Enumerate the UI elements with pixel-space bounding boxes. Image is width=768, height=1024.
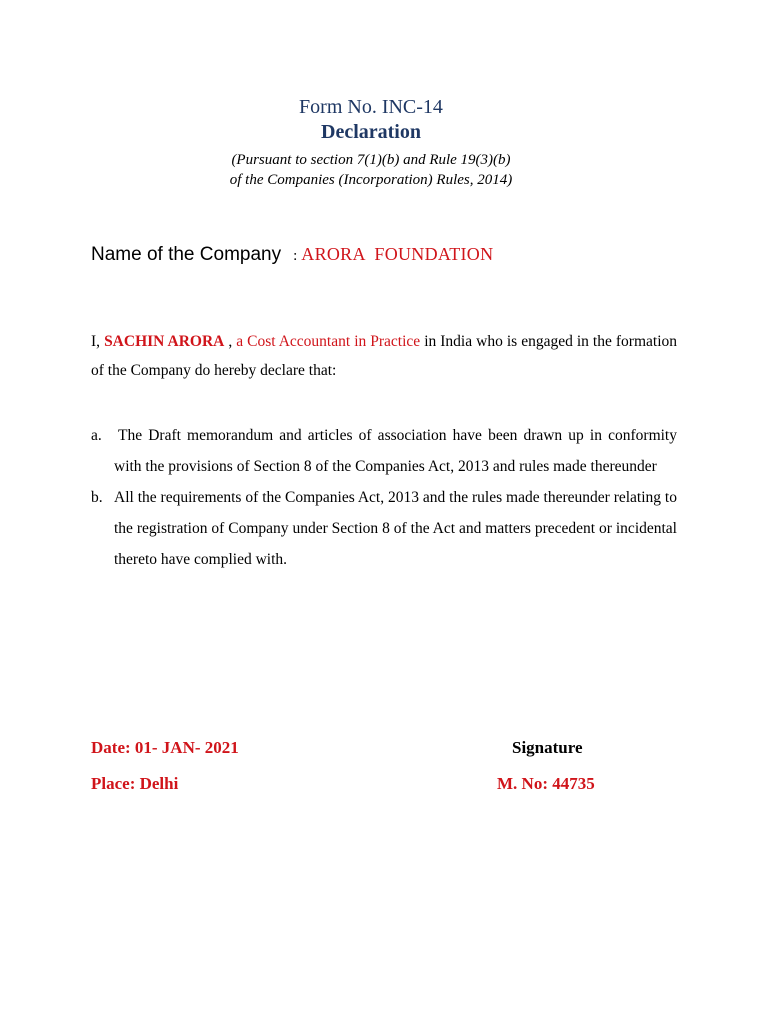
declaration-place: Place: Delhi	[91, 774, 179, 793]
pursuant-line-2: of the Companies (Incorporation) Rules, 2014)	[229, 172, 513, 188]
list-marker: b.	[91, 489, 103, 506]
signature-label: Signature	[512, 738, 583, 757]
form-heading: Declaration	[321, 121, 421, 143]
declaration-item	[91, 482, 677, 575]
list-marker: a.	[91, 427, 102, 444]
declarant-statement	[91, 327, 677, 385]
declarant-name: SACHIN ARORA	[104, 333, 225, 350]
pursuant-line-1: (Pursuant to section 7(1)(b) and Rule 19(3)(b)	[231, 152, 511, 168]
declaration-text: The Draft memorandum and articles of association have been drawn up in conformity with the provisions of Section 8 of the Companies Act, 2013 and rules made thereunder	[114, 427, 677, 475]
intro-prefix: I,	[91, 333, 105, 350]
intro-separator: ,	[224, 333, 237, 350]
company-name-label: Name of the Company	[91, 244, 282, 265]
declarant-designation: a Cost Accountant in Practice	[236, 333, 421, 350]
company-name-value: ARORA FOUNDATION	[301, 244, 494, 264]
form-number-title: Form No. INC-14	[299, 96, 443, 118]
membership-number: M. No: 44735	[497, 774, 595, 793]
pursuant-note	[0, 150, 742, 190]
declaration-list	[91, 420, 677, 575]
declaration-item	[91, 420, 677, 482]
company-name-colon: :	[293, 248, 298, 264]
declaration-text: All the requirements of the Companies Act, 2013 and the rules made thereunder relating to the registration of Company under Section 8 of the Act and matters precedent or incidental thereto have complied with.	[114, 489, 677, 568]
company-name-row	[91, 244, 691, 266]
declaration-date: Date: 01- JAN- 2021	[91, 738, 239, 757]
intro-rest: in India who is engaged in the formation of the Company do hereby declare that:	[91, 333, 677, 379]
